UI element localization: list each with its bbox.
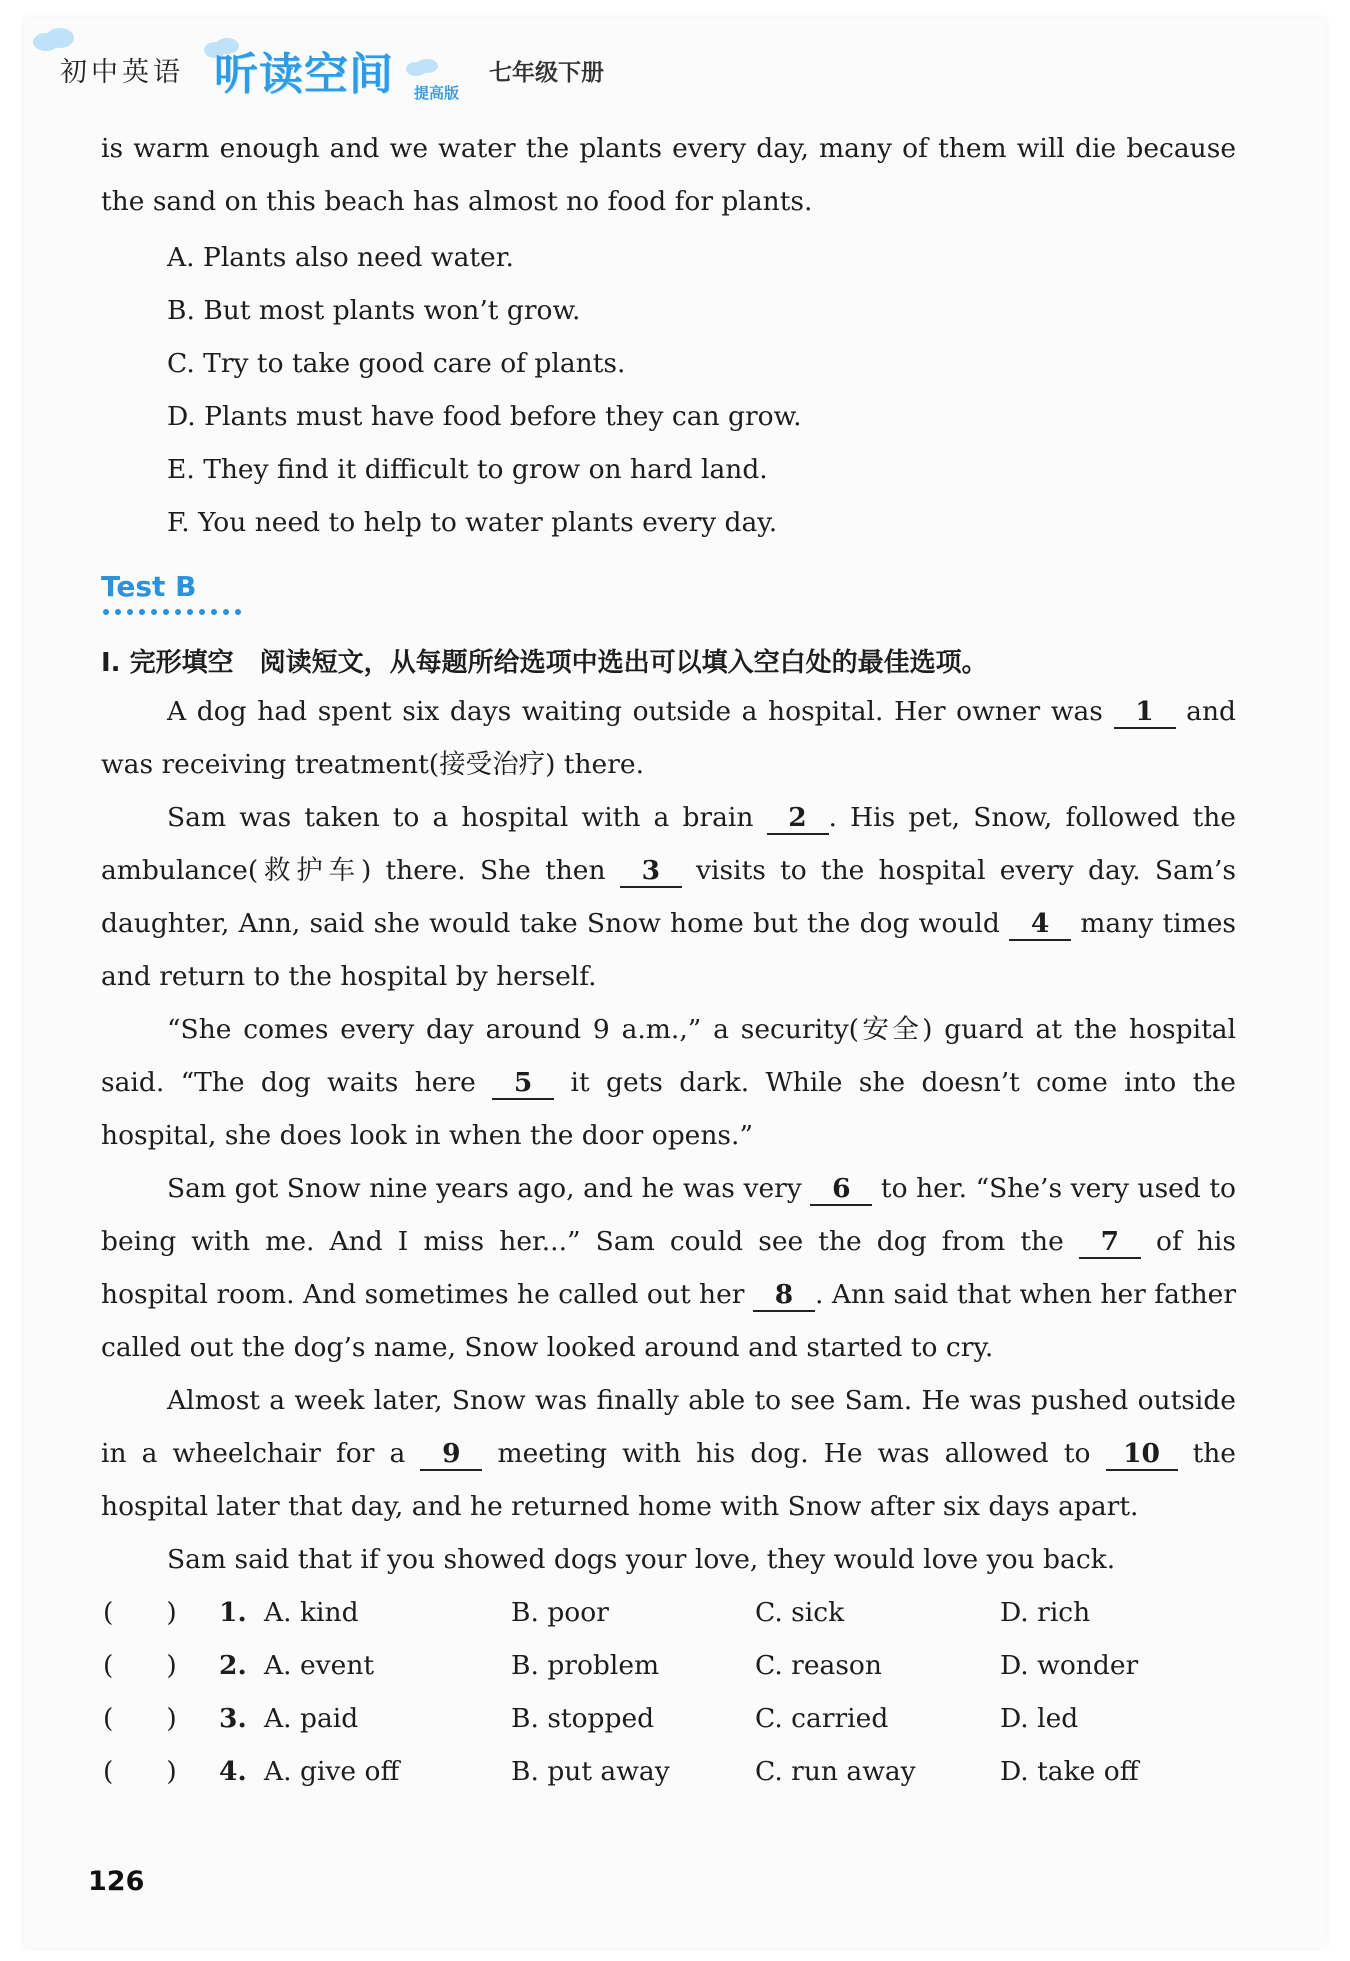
brand-logo: 听读空间	[214, 49, 394, 100]
choice-c: C. reason	[755, 1650, 882, 1681]
choice-b: B. put away	[511, 1756, 670, 1787]
answer-bracket[interactable]: ( )	[103, 1597, 177, 1628]
cloud-icon	[404, 56, 440, 78]
option-item: D. Plants must have food before they can grow.	[167, 401, 802, 432]
question-row	[101, 1692, 1236, 1745]
question-row	[101, 1586, 1236, 1639]
choice-c: C. carried	[755, 1703, 889, 1734]
option-item: A. Plants also need water.	[167, 242, 514, 273]
edition-label: 提高版	[414, 84, 460, 102]
choice-b: B. poor	[511, 1597, 609, 1628]
question-row	[101, 1745, 1236, 1798]
choice-b: B. stopped	[511, 1703, 655, 1734]
choice-a: A. event	[264, 1650, 375, 1681]
choice-b: B. problem	[511, 1650, 660, 1681]
question-number: 2.	[219, 1650, 247, 1681]
blank-5: 5	[492, 1068, 554, 1100]
passage-paragraph: Sam said that if you showed dogs your love, they would love you back.	[167, 1544, 1116, 1575]
question-number: 3.	[219, 1703, 247, 1734]
question-row	[101, 1639, 1236, 1692]
passage-paragraph: A dog had spent six days waiting outside a hospital. Her owner was 1 and was receiving treatment(接受治疗) there.	[101, 696, 1236, 780]
blank-6: 6	[810, 1174, 872, 1206]
answer-bracket[interactable]: ( )	[103, 1703, 177, 1734]
choice-d: D. led	[1000, 1703, 1079, 1734]
section-underline-dots	[103, 609, 1236, 615]
choice-a: A. paid	[264, 1703, 359, 1734]
passage-paragraph: Almost a week later, Snow was finally able to see Sam. He was pushed outside in a wheelchair for a 9 meeting with his dog. He was allowed to 10 the hospital later that day, and he returned home with Snow after six days apart.	[101, 1385, 1236, 1522]
blank-7: 7	[1079, 1227, 1141, 1259]
running-header	[52, 34, 652, 104]
choice-d: D. rich	[1000, 1597, 1091, 1628]
grade-label: 七年级下册	[489, 60, 604, 86]
prev-options-list	[101, 231, 1236, 549]
question-number: 4.	[219, 1756, 247, 1787]
option-item: F. You need to help to water plants every day.	[167, 507, 778, 538]
passage-paragraph: Sam was taken to a hospital with a brain 2 . His pet, Snow, followed the ambulance(救护车) there. She then 3 visits to the hospital every day. Sam’s daughter, Ann, said she would take Snow home but the dog would 4 many times and return to the hospital by herself.	[101, 802, 1236, 992]
option-item: C. Try to take good care of plants.	[167, 348, 626, 379]
blank-2: 2	[767, 803, 829, 835]
blank-4: 4	[1009, 909, 1071, 941]
choice-c: C. run away	[755, 1756, 916, 1787]
choice-d: D. wonder	[1000, 1650, 1139, 1681]
choice-d: D. take off	[1000, 1756, 1139, 1787]
choice-a: A. give off	[264, 1756, 400, 1787]
exercise-instruction: I. 完形填空 阅读短文，从每题所给选项中选出可以填入空白处的最佳选项。	[101, 648, 988, 678]
choice-a: A. kind	[264, 1597, 359, 1628]
blank-3: 3	[620, 856, 682, 888]
carryover-paragraph: is warm enough and we water the plants every day, many of them will die because the sand on this beach has almost no food for plants.	[101, 133, 1236, 217]
section-title: Test B	[101, 570, 197, 603]
option-item: B. But most plants won’t grow.	[167, 295, 581, 326]
choice-c: C. sick	[755, 1597, 845, 1628]
passage-paragraph: Sam got Snow nine years ago, and he was very 6 to her. “She’s very used to being with me. And I miss her...” Sam could see the dog from the 7 of his hospital room. And sometimes he called out her 8 . Ann said that when her father called out the dog’s name, Snow looked around and started to cry.	[101, 1173, 1236, 1363]
blank-10: 10	[1106, 1439, 1178, 1471]
answer-bracket[interactable]: ( )	[103, 1650, 177, 1681]
blank-1: 1	[1114, 697, 1176, 729]
option-item: E. They find it difficult to grow on hard land.	[167, 454, 768, 485]
passage-paragraph: “She comes every day around 9 a.m.,” a security(安全) guard at the hospital said. “The dog waits here 5 it gets dark. While she doesn’t come into the hospital, she does look in when the door opens.”	[101, 1014, 1236, 1151]
blank-8: 8	[753, 1280, 815, 1312]
blank-9: 9	[420, 1439, 482, 1471]
page-content	[101, 122, 1236, 1798]
question-number: 1.	[219, 1597, 247, 1628]
question-list	[101, 1586, 1236, 1798]
series-title: 初中英语	[60, 57, 184, 88]
answer-bracket[interactable]: ( )	[103, 1756, 177, 1787]
page-number: 126	[88, 1866, 145, 1897]
